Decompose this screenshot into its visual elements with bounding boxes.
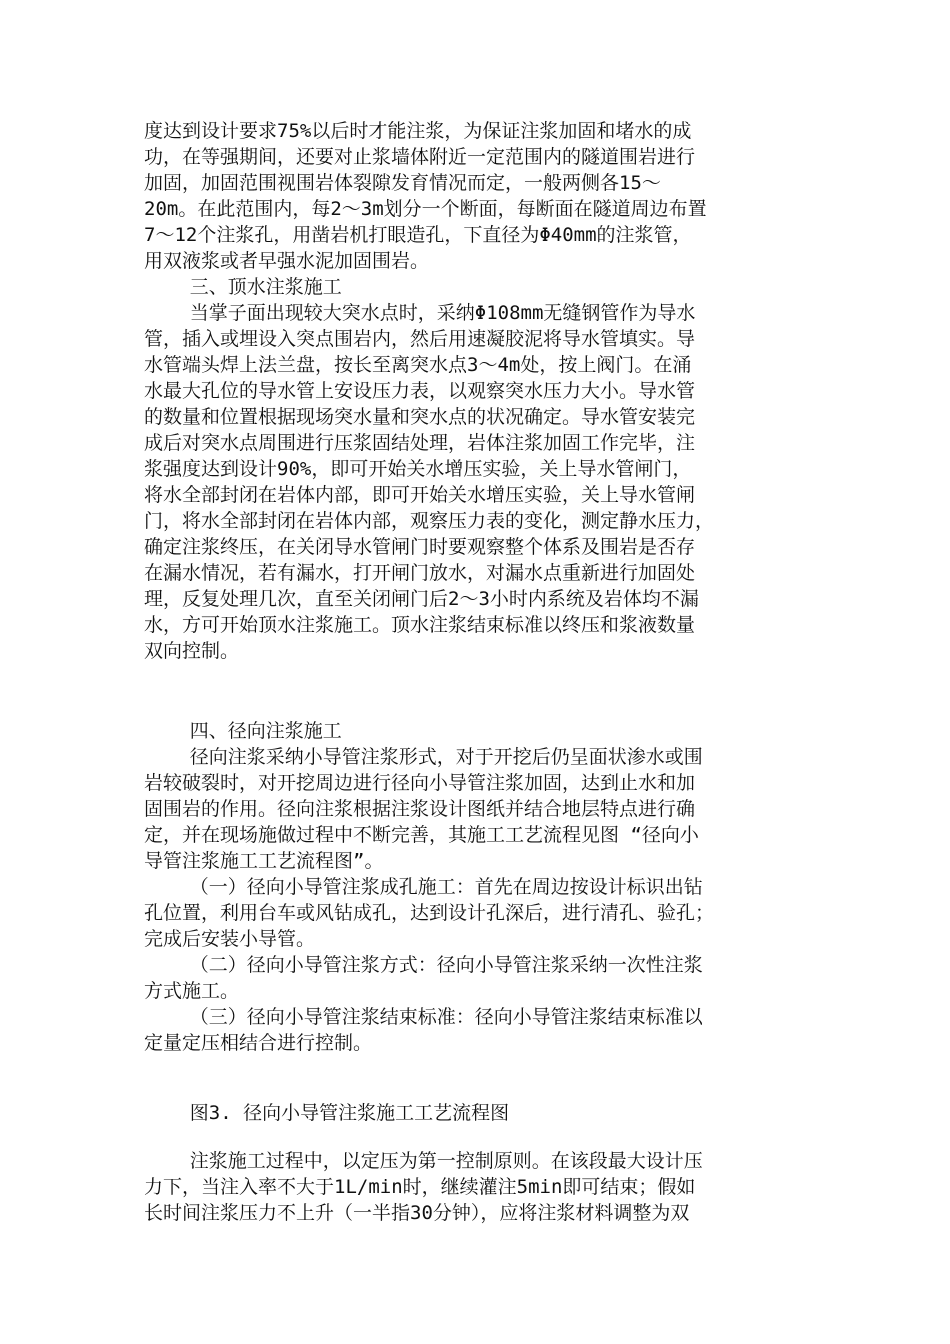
text-line: 度达到设计要求75%以后时才能注浆，为保证注浆加固和堵水的成 — [144, 120, 692, 142]
text-line: 双向控制。 — [144, 640, 240, 662]
figure-caption: 图3. 径向小导管注浆施工工艺流程图 — [144, 1102, 510, 1124]
text-line: 固围岩的作用。径向注浆根据注浆设计图纸并结合地层特点进行确 — [144, 798, 696, 820]
text-line: 20m。在此范围内，每2～3m划分一个断面，每断面在隧道周边布置 — [144, 198, 707, 220]
text-line: 注浆施工过程中，以定压为第一控制原则。在该段最大设计压 — [144, 1150, 703, 1172]
text-line: 水管端头焊上法兰盘，按长至离突水点3～4m处，按上阀门。在涌 — [144, 354, 692, 376]
text-line: 长时间注浆压力不上升（一半指30分钟），应将注浆材料调整为双 — [144, 1202, 690, 1224]
text-line: 当掌子面出现较大突水点时，采纳Φ108mm无缝钢管作为导水 — [144, 302, 696, 324]
text-line: 将水全部封闭在岩体内部，即可开始关水增压实验，关上导水管闸 — [144, 484, 696, 506]
text-line: 浆强度达到设计90%，即可开始关水增压实验，关上导水管闸门， — [144, 458, 692, 480]
text-line: 导管注浆施工工艺流程图”。 — [144, 850, 384, 872]
text-line: 7～12个注浆孔，用凿岩机打眼造孔，下直径为Φ40mm的注浆管， — [144, 224, 692, 246]
text-line: （一）径向小导管注浆成孔施工：首先在周边按设计标识出钻 — [144, 876, 703, 898]
text-line: 用双液浆或者早强水泥加固围岩。 — [144, 250, 430, 272]
text-line: （二）径向小导管注浆方式：径向小导管注浆采纳一次性注浆 — [144, 954, 703, 976]
text-line: 确定注浆终压，在关闭导水管闸门时要观察整个体系及围岩是否存 — [144, 536, 696, 558]
text-line: 水最大孔位的导水管上安设压力表，以观察突水压力大小。导水管 — [144, 380, 696, 402]
text-line: 在漏水情况，若有漏水，打开闸门放水，对漏水点重新进行加固处 — [144, 562, 696, 584]
text-line: 功，在等强期间，还要对止浆墙体附近一定范围内的隧道围岩进行 — [144, 146, 696, 168]
text-line: （三）径向小导管注浆结束标准：径向小导管注浆结束标准以 — [144, 1006, 703, 1028]
section-heading: 三、顶水注浆施工 — [144, 276, 342, 298]
text-line: 的数量和位置根据现场突水量和突水点的状况确定。导水管安装完 — [144, 406, 696, 428]
text-line: 理，反复处理几次，直至关闭闸门后2～3小时内系统及岩体均不漏 — [144, 588, 699, 610]
text-line: 定量定压相结合进行控制。 — [144, 1032, 373, 1054]
text-line: 孔位置，利用台车或风钻成孔，达到设计孔深后，进行清孔、验孔； — [144, 902, 715, 924]
text-line: 水，方可开始顶水注浆施工。顶水注浆结束标准以终压和浆液数量 — [144, 614, 696, 636]
text-line: 径向注浆采纳小导管注浆形式，对于开挖后仍呈面状渗水或围 — [144, 746, 703, 768]
text-line: 力下，当注入率不大于1L/min时，继续灌注5min即可结束；假如 — [144, 1176, 696, 1198]
text-line: 管，插入或埋设入突点围岩内，然后用速凝胶泥将导水管填实。导 — [144, 328, 696, 350]
text-line: 成后对突水点周围进行压浆固结处理，岩体注浆加固工作完毕，注 — [144, 432, 696, 454]
text-line: 完成后安装小导管。 — [144, 928, 316, 950]
text-line: 加固，加固范围视围岩体裂隙发育情况而定，一般两侧各15～ — [144, 172, 661, 194]
text-line: 定，并在现场施做过程中不断完善，其施工工艺流程见图 “径向小 — [144, 824, 699, 846]
text-line: 方式施工。 — [144, 980, 240, 1002]
text-line: 岩较破裂时，对开挖周边进行径向小导管注浆加固，达到止水和加 — [144, 772, 696, 794]
text-line: 门，将水全部封闭在岩体内部，观察压力表的变化，测定静水压力， — [144, 510, 715, 532]
section-heading: 四、径向注浆施工 — [144, 720, 342, 742]
